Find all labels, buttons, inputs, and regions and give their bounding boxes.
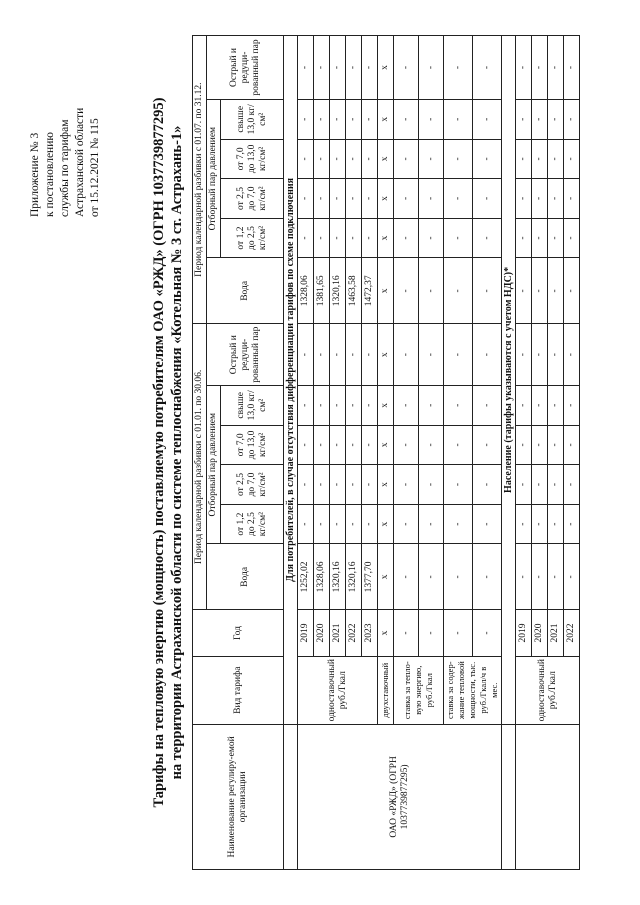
dash-cell: - (330, 179, 346, 219)
dash-cell: - (314, 324, 330, 386)
dash-cell: - (330, 139, 346, 179)
year-cell: 2021 (330, 610, 346, 656)
value-cell: - (419, 99, 444, 139)
dash-cell: - (362, 36, 378, 100)
period1-header: Период календарной разбивки с 01.01. по 30.06. (193, 324, 207, 610)
tariff-type-cell: ставка за содер-жание тепловой мощности, тыс. руб./Гкал/ч в мес. (444, 656, 502, 724)
dash-cell: - (532, 139, 548, 179)
dash-cell: - (532, 465, 548, 505)
value-cell: - (394, 179, 419, 219)
year-cell: - (394, 610, 419, 656)
water-value-cell: 1320,16 (330, 258, 346, 324)
table-row (516, 36, 532, 870)
section-population: Население (тарифы указываются с учетом НДС)* (502, 36, 516, 725)
value-cell: х (378, 465, 394, 505)
dash-cell: - (564, 139, 580, 179)
year-cell: 2020 (314, 610, 330, 656)
water-value-cell: - (473, 544, 502, 610)
value-cell: - (419, 218, 444, 258)
year-cell: 2022 (346, 610, 362, 656)
dash-cell: - (564, 386, 580, 426)
dash-cell: - (564, 36, 580, 100)
year-cell: 2019 (516, 610, 532, 656)
tariff-type-cell: ставка за тепло-вую энергию, руб./Гкал (394, 656, 444, 724)
annex-line: от 15.12.2021 № 115 (89, 118, 101, 217)
dash-cell: - (532, 99, 548, 139)
steam-header: Отборный пар давлением (207, 99, 221, 257)
value-cell: - (444, 179, 473, 219)
value-cell: - (394, 139, 419, 179)
org-name-cell: ОАО «РЖД» (ОГРН 1037739877295) (298, 724, 502, 869)
water-value-cell: 1472,37 (362, 258, 378, 324)
dash-cell: - (516, 504, 532, 544)
org-header: Наименование регулиру-емой организации (193, 724, 284, 869)
value-cell: - (394, 324, 419, 386)
dash-cell: - (564, 544, 580, 610)
water-value-cell: - (394, 258, 419, 324)
value-cell: - (419, 504, 444, 544)
water-value-cell: х (378, 258, 394, 324)
tariff-table (192, 35, 580, 870)
water-value-cell: 1320,16 (346, 544, 362, 610)
value-cell: х (378, 99, 394, 139)
dash-cell: - (330, 386, 346, 426)
value-cell: - (419, 465, 444, 505)
dash-cell: - (548, 504, 564, 544)
empty-cell (502, 724, 516, 869)
year-cell: 2021 (548, 610, 564, 656)
dash-cell: - (330, 324, 346, 386)
water-value-cell: - (473, 258, 502, 324)
value-cell: - (419, 179, 444, 219)
dash-cell: - (548, 465, 564, 505)
dash-cell: - (346, 179, 362, 219)
title-line-2: на территории Астраханской области по системе теплоснабжения «Котельная № 3 ст. Астрахань-1» (169, 125, 185, 780)
dash-cell: - (314, 504, 330, 544)
dash-cell: - (314, 36, 330, 100)
dash-cell: - (346, 99, 362, 139)
dash-cell: - (298, 139, 314, 179)
dash-cell: - (564, 258, 580, 324)
dash-cell: - (532, 218, 548, 258)
value-cell: - (444, 425, 473, 465)
dash-cell: - (564, 179, 580, 219)
value-cell: - (444, 465, 473, 505)
year-cell: - (444, 610, 473, 656)
water-value-cell: - (419, 544, 444, 610)
dash-cell: - (548, 99, 564, 139)
dash-cell: - (346, 386, 362, 426)
dash-cell: - (548, 386, 564, 426)
dash-cell: - (516, 99, 532, 139)
dash-cell: - (330, 36, 346, 100)
value-cell: х (378, 386, 394, 426)
tariff-type-header: Вид тарифа (193, 656, 284, 724)
pressure-header: свыше 13,0 кг/см² (221, 386, 284, 426)
value-cell: - (473, 99, 502, 139)
dash-cell: - (346, 139, 362, 179)
value-cell: х (378, 179, 394, 219)
pressure-header: от 1,2 до 2,5 кг/см² (221, 218, 284, 258)
value-cell: - (473, 386, 502, 426)
dash-cell: - (346, 218, 362, 258)
dash-cell: - (330, 218, 346, 258)
value-cell: х (378, 218, 394, 258)
dash-cell: - (516, 386, 532, 426)
dash-cell: - (362, 386, 378, 426)
dash-cell: - (314, 99, 330, 139)
dash-cell: - (314, 425, 330, 465)
dash-cell: - (516, 465, 532, 505)
value-cell: х (378, 36, 394, 100)
dash-cell: - (532, 36, 548, 100)
value-cell: - (444, 218, 473, 258)
dash-cell: - (362, 504, 378, 544)
value-cell: х (378, 324, 394, 386)
dash-cell: - (362, 218, 378, 258)
dash-cell: - (314, 465, 330, 505)
value-cell: х (378, 425, 394, 465)
dash-cell: - (330, 99, 346, 139)
dash-cell: - (314, 139, 330, 179)
title-line-1: Тарифы на тепловую энергию (мощность) поставляемую потребителям ОАО «РЖД» (ОГРН 1037739877295) (151, 97, 167, 808)
dash-cell: - (564, 218, 580, 258)
dash-cell: - (564, 504, 580, 544)
dash-cell: - (314, 218, 330, 258)
dash-cell: - (330, 504, 346, 544)
dash-cell: - (298, 36, 314, 100)
dash-cell: - (362, 465, 378, 505)
dash-cell: - (548, 139, 564, 179)
dash-cell: - (346, 425, 362, 465)
water-value-cell: 1320,16 (330, 544, 346, 610)
water-value-cell: - (444, 258, 473, 324)
pressure-header: от 7,0 до 13,0 кг/см² (221, 139, 284, 179)
dash-cell: - (298, 179, 314, 219)
steam-header: Отборный пар давлением (207, 386, 221, 544)
water-value-cell: 1377,70 (362, 544, 378, 610)
dash-cell: - (516, 324, 532, 386)
pressure-header: от 7,0 до 13,0 кг/см² (221, 425, 284, 465)
dash-cell: - (362, 425, 378, 465)
period2-header: Период календарной разбивки с 01.07. по 31.12. (193, 36, 207, 324)
value-cell: - (394, 36, 419, 100)
dash-cell: - (298, 425, 314, 465)
dash-cell: - (532, 324, 548, 386)
value-cell: - (394, 465, 419, 505)
dash-cell: - (516, 425, 532, 465)
value-cell: х (378, 504, 394, 544)
water-value-cell: 1252,02 (298, 544, 314, 610)
annex-line: к постановлению (44, 132, 56, 217)
year-cell: 2019 (298, 610, 314, 656)
tariff-type-cell: одноставочный руб./Гкал (516, 656, 580, 724)
value-cell: - (394, 425, 419, 465)
value-cell: - (444, 36, 473, 100)
value-cell: - (473, 465, 502, 505)
dash-cell: - (346, 36, 362, 100)
annex-note (28, 47, 103, 217)
value-cell: - (419, 425, 444, 465)
dash-cell: - (564, 324, 580, 386)
water-header: Вода (207, 258, 284, 324)
empty-cell (284, 724, 298, 869)
water-value-cell: 1381,65 (314, 258, 330, 324)
year-cell: 2022 (564, 610, 580, 656)
value-cell: - (473, 179, 502, 219)
dash-cell: - (548, 36, 564, 100)
value-cell: - (419, 36, 444, 100)
dash-cell: - (362, 99, 378, 139)
value-cell: - (444, 139, 473, 179)
pressure-header: от 1,2 до 2,5 кг/см² (221, 504, 284, 544)
value-cell: - (419, 386, 444, 426)
dash-cell: - (564, 99, 580, 139)
dash-cell: - (298, 504, 314, 544)
water-value-cell: 1328,06 (314, 544, 330, 610)
water-value-cell: - (419, 258, 444, 324)
pressure-header: от 2,5 до 7,0 кг/см² (221, 179, 284, 219)
year-cell: 2020 (532, 610, 548, 656)
year-cell: 2023 (362, 610, 378, 656)
dash-cell: - (532, 504, 548, 544)
value-cell: - (444, 386, 473, 426)
dash-cell: - (298, 99, 314, 139)
dash-cell: - (532, 179, 548, 219)
value-cell: - (394, 386, 419, 426)
dash-cell: - (532, 386, 548, 426)
dash-cell: - (330, 425, 346, 465)
document-title (150, 40, 186, 865)
dash-cell: - (532, 258, 548, 324)
value-cell: - (419, 324, 444, 386)
value-cell: - (473, 36, 502, 100)
year-cell: х (378, 610, 394, 656)
water-value-cell: 1328,06 (298, 258, 314, 324)
water-value-cell: - (394, 544, 419, 610)
sharp-steam-header: Острый и редуци-рованный пар (207, 324, 284, 386)
annex-line: службы по тарифам (59, 119, 71, 217)
dash-cell: - (564, 465, 580, 505)
dash-cell: - (532, 425, 548, 465)
dash-cell: - (548, 425, 564, 465)
table-row (298, 36, 314, 870)
dash-cell: - (298, 218, 314, 258)
dash-cell: - (314, 386, 330, 426)
dash-cell: - (548, 544, 564, 610)
annex-line: Приложение № 3 (29, 132, 41, 217)
dash-cell: - (346, 504, 362, 544)
value-cell: - (473, 139, 502, 179)
value-cell: - (394, 218, 419, 258)
dash-cell: - (532, 544, 548, 610)
dash-cell: - (516, 36, 532, 100)
dash-cell: - (346, 465, 362, 505)
dash-cell: - (362, 139, 378, 179)
dash-cell: - (362, 324, 378, 386)
dash-cell: - (548, 258, 564, 324)
water-value-cell: х (378, 544, 394, 610)
dash-cell: - (516, 544, 532, 610)
section-consumers: Для потребителей, в случае отсутствия дифференциации тарифов по схеме подключения (284, 36, 298, 725)
value-cell: - (444, 324, 473, 386)
value-cell: - (394, 504, 419, 544)
dash-cell: - (362, 179, 378, 219)
value-cell: - (419, 139, 444, 179)
dash-cell: - (314, 179, 330, 219)
value-cell: - (444, 504, 473, 544)
dash-cell: - (346, 324, 362, 386)
value-cell: - (444, 99, 473, 139)
dash-cell: - (548, 324, 564, 386)
pressure-header: свыше 13,0 кг/см² (221, 99, 284, 139)
dash-cell: - (564, 425, 580, 465)
empty-cell (516, 724, 580, 869)
value-cell: - (473, 425, 502, 465)
water-value-cell: 1463,58 (346, 258, 362, 324)
tariff-type-cell: одноставочный руб./Гкал (298, 656, 378, 724)
pressure-header: от 2,5 до 7,0 кг/см² (221, 465, 284, 505)
year-cell: - (473, 610, 502, 656)
dash-cell: - (516, 218, 532, 258)
annex-line: Астраханской области (74, 107, 86, 217)
dash-cell: - (298, 324, 314, 386)
year-cell: - (419, 610, 444, 656)
dash-cell: - (516, 139, 532, 179)
dash-cell: - (516, 258, 532, 324)
dash-cell: - (298, 386, 314, 426)
value-cell: - (394, 99, 419, 139)
tariff-type-cell: двухставочный (378, 656, 394, 724)
sharp-steam-header: Острый и редуци-рованный пар (207, 36, 284, 100)
dash-cell: - (330, 465, 346, 505)
water-value-cell: - (444, 544, 473, 610)
value-cell: - (473, 324, 502, 386)
value-cell: - (473, 218, 502, 258)
dash-cell: - (516, 179, 532, 219)
dash-cell: - (548, 179, 564, 219)
water-header: Вода (207, 544, 284, 610)
dash-cell: - (548, 218, 564, 258)
value-cell: - (473, 504, 502, 544)
dash-cell: - (298, 465, 314, 505)
value-cell: х (378, 139, 394, 179)
year-header: Год (193, 610, 284, 656)
